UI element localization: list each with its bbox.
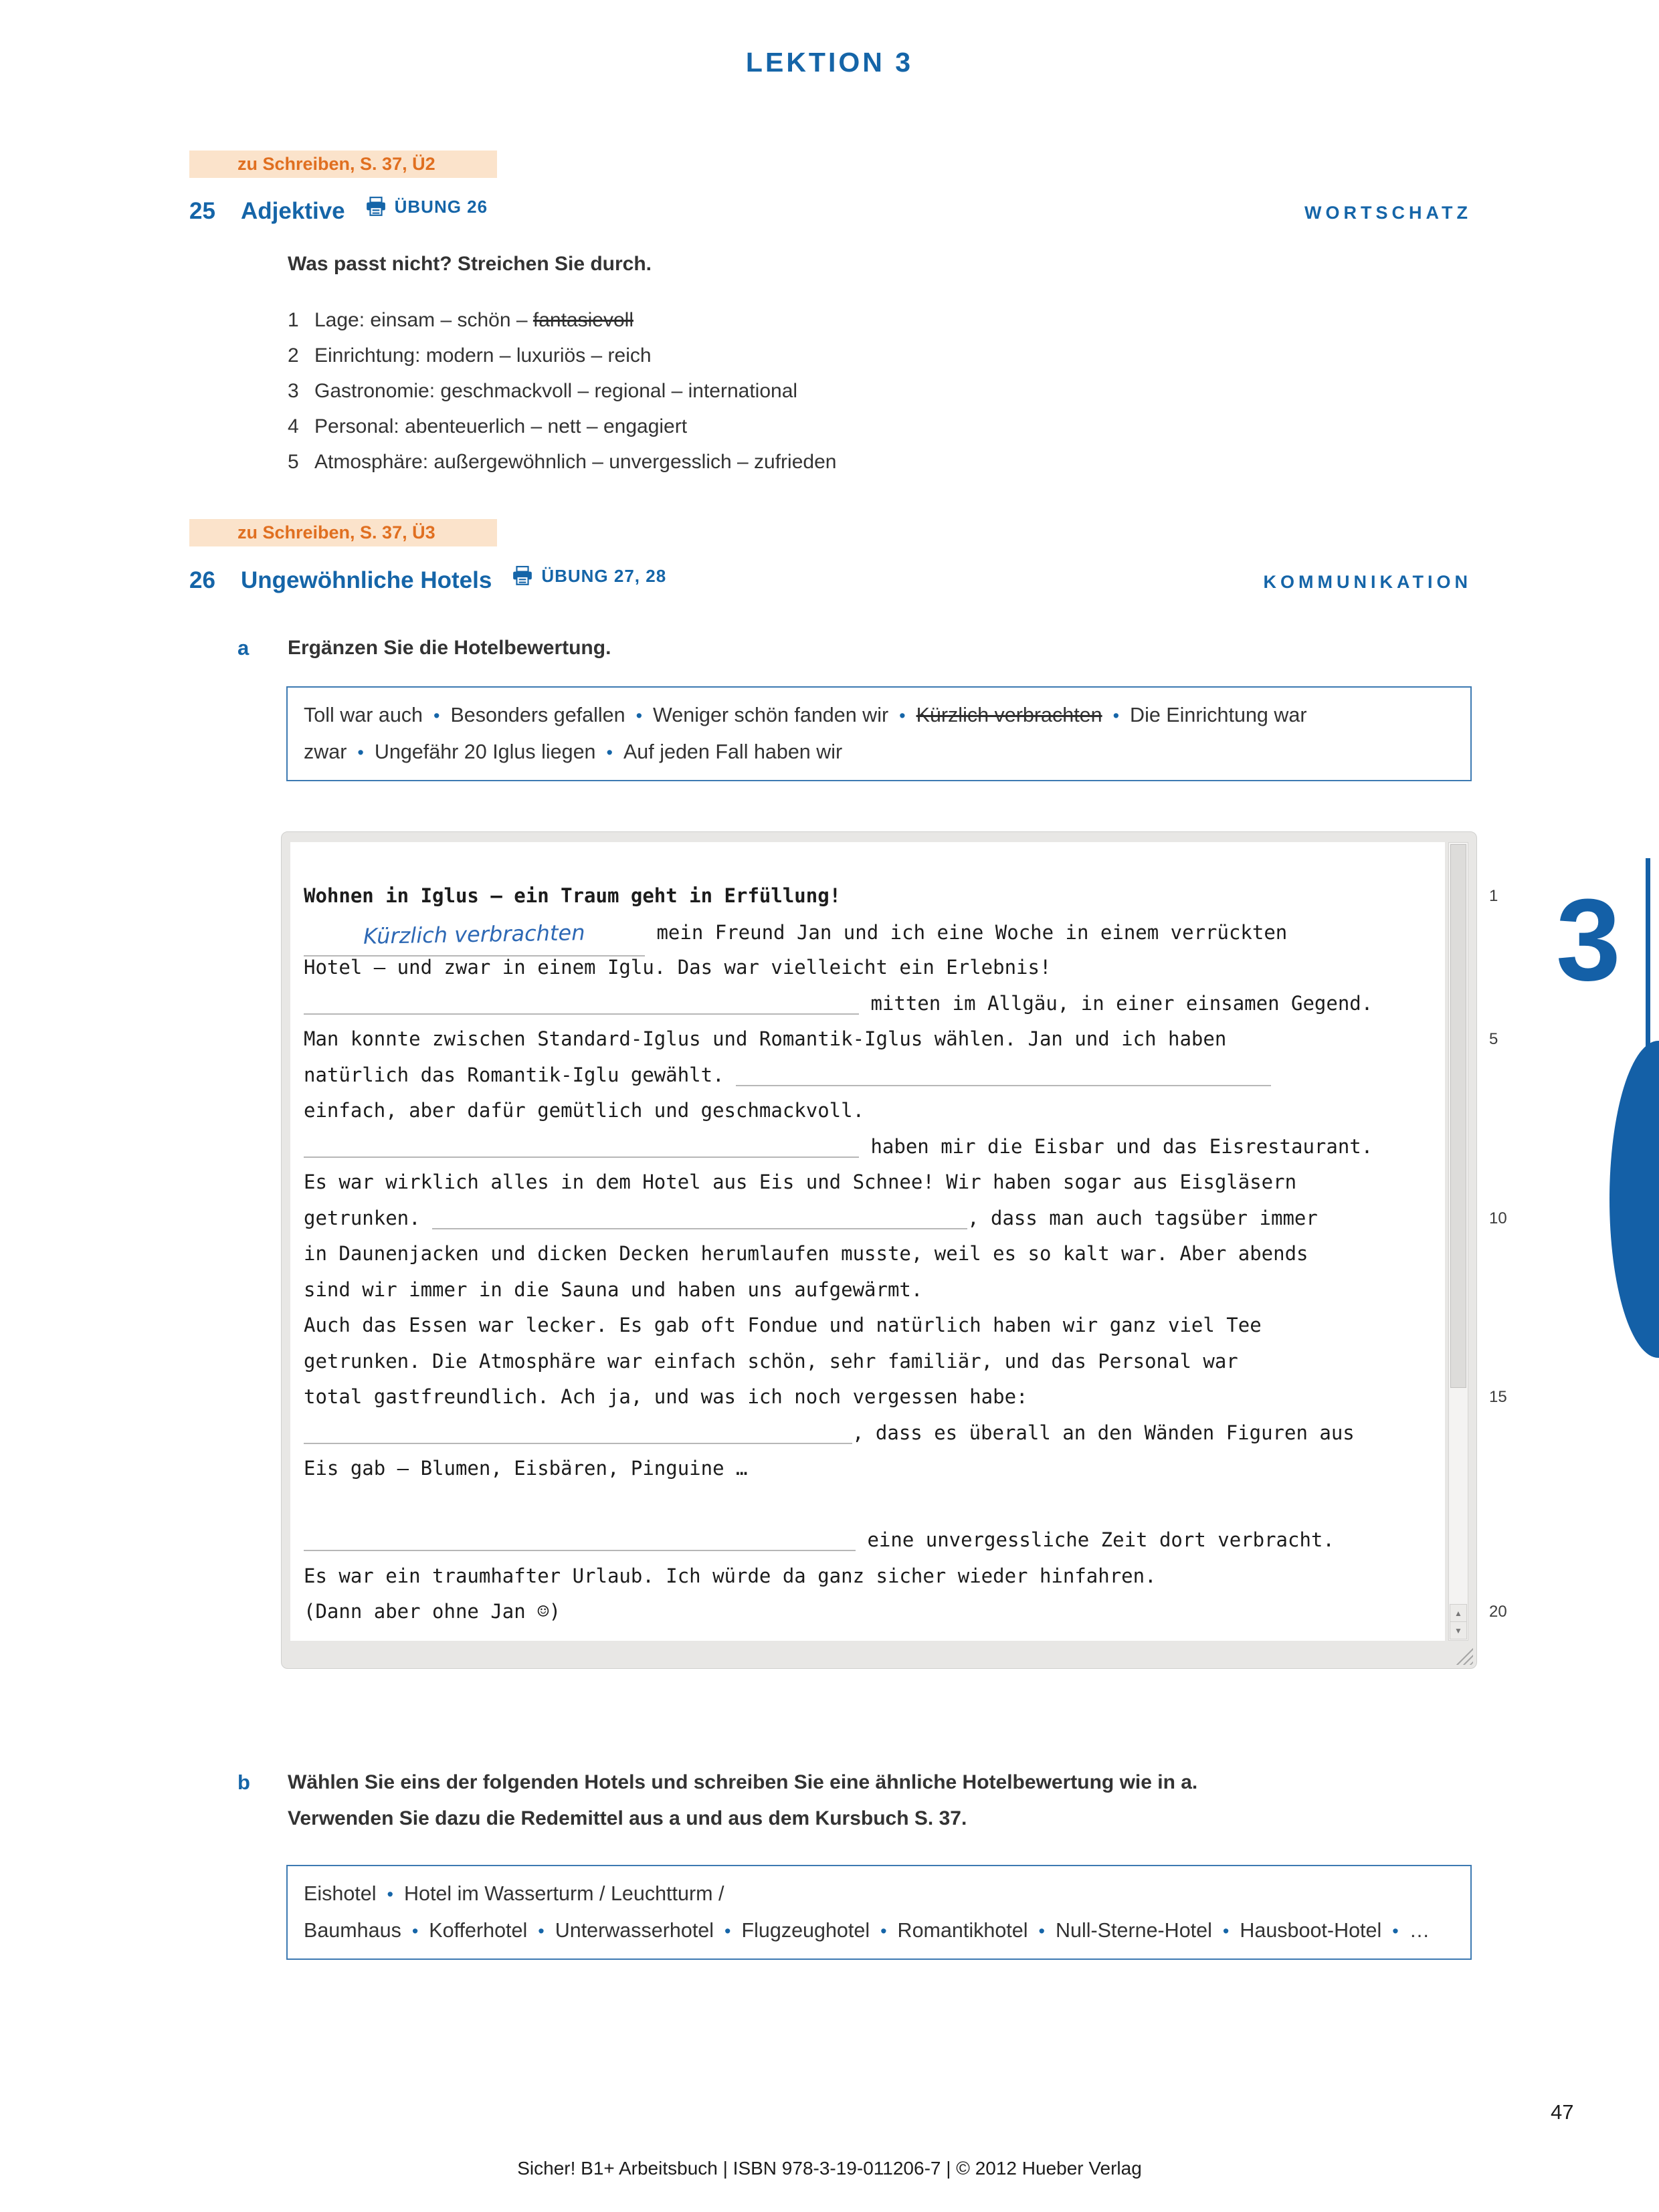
review-text: Es war wirklich alles in dem Hotel aus Eis und Schnee! Wir haben sogar aus Eisgläsern [304, 1171, 1297, 1193]
line-number [1489, 1558, 1529, 1594]
line-number [1489, 1092, 1529, 1128]
bullet-separator: • [1112, 706, 1120, 726]
fill-in-blank[interactable] [304, 1157, 859, 1158]
bullet-separator: • [724, 1921, 731, 1941]
line-number [1489, 1486, 1529, 1522]
hotels-box [286, 1865, 1472, 1960]
handwritten-answer: Kürzlich verbrachten [363, 919, 586, 949]
review-text: (Dann aber ohne Jan ☺) [304, 1600, 561, 1623]
item-number: 2 [288, 344, 299, 367]
review-text: Es war ein traumhafter Urlaub. Ich würde da ganz sicher wieder hinfahren. [304, 1564, 1157, 1587]
exercise-26-number: 26 [189, 567, 215, 593]
printer-icon [365, 197, 387, 217]
uebung-reference-26 [512, 566, 666, 587]
phrase: Flugzeughotel [741, 1919, 870, 1942]
bullet-separator: • [357, 742, 364, 763]
line-number: 20 [1489, 1603, 1507, 1621]
exercise-25-title: Adjektive [241, 198, 345, 224]
editor-scrollbar[interactable] [1448, 842, 1468, 1641]
phrase: Null-Sterne-Hotel [1055, 1919, 1212, 1942]
exercise-26-header [189, 567, 1472, 594]
phrase: Toll war auch [304, 704, 423, 726]
text-line [304, 1415, 1433, 1451]
struck-word: fantasievoll [532, 309, 633, 331]
bullet-separator: • [433, 706, 440, 726]
phrase: Auf jeden Fall haben wir [623, 740, 843, 763]
list-item [288, 302, 836, 338]
item-number: 5 [288, 451, 299, 473]
part-a-instruction: Ergänzen Sie die Hotelbewertung. [288, 637, 611, 659]
footer-imprint: Sicher! B1+ Arbeitsbuch | ISBN 978-3-19-011206-7 | © 2012 Hueber Verlag [517, 2158, 1142, 2179]
phrase: Kofferhotel [429, 1919, 528, 1942]
list-item [288, 373, 836, 409]
bullet-separator: • [636, 706, 643, 726]
printer-icon [512, 566, 533, 586]
page-number: 47 [1551, 2100, 1574, 2124]
fill-in-blank[interactable] [304, 1550, 856, 1551]
phrase: Romantikhotel [897, 1919, 1028, 1942]
list-item [288, 409, 836, 444]
exercise-26-title: Ungewöhnliche Hotels [241, 567, 492, 593]
item-text: Lage: einsam – schön – fantasievoll [314, 309, 633, 331]
bullet-separator: • [606, 742, 613, 763]
text-line [304, 1021, 1433, 1058]
review-text: mitten im Allgäu, in einer einsamen Gegend. [859, 991, 1373, 1015]
list-item [288, 444, 836, 480]
text-line [304, 1379, 1433, 1415]
part-a-row [237, 630, 611, 666]
text-line [304, 1451, 1433, 1487]
chapter-tab-bar [1646, 858, 1650, 1047]
line-number [1489, 1343, 1529, 1379]
review-text: haben mir die Eisbar und das Eisrestaurant. [859, 1134, 1373, 1158]
review-text: getrunken. Die Atmosphäre war einfach schön, sehr familiär, und das Personal war [304, 1349, 1238, 1373]
phrase: Besonders gefallen [450, 704, 625, 726]
chapter-number: 3 [1556, 874, 1621, 1005]
category-label-wortschatz: WORTSCHATZ [1304, 203, 1472, 223]
review-text: , dass es überall an den Wänden Figuren aus [852, 1421, 1355, 1444]
phrase: … [1409, 1919, 1430, 1942]
review-text: in Daunenjacken und dicken Decken herumlaufen musste, weil es so kalt war. Aber abends [304, 1242, 1308, 1265]
line-number [1489, 1272, 1529, 1308]
exercise-25-number: 25 [189, 198, 215, 224]
text-line [304, 1559, 1433, 1595]
text-line [304, 1165, 1433, 1201]
uebung-label-25: ÜBUNG 26 [394, 196, 488, 217]
item-number: 1 [288, 309, 299, 331]
text-line [304, 986, 1433, 1022]
phrase: Hotel im Wasserturm / Leuchtturm / Baumhaus [304, 1882, 724, 1942]
list-item [288, 338, 836, 373]
bullet-separator: • [538, 1921, 545, 1941]
category-label-kommunikation: KOMMUNIKATION [1263, 572, 1472, 592]
redemittel-box [286, 686, 1472, 781]
line-number [1489, 1057, 1529, 1093]
text-line [304, 878, 1433, 914]
review-text: mein Freund Jan und ich eine Woche in einem verrückten [645, 920, 1288, 944]
review-text: Hotel – und zwar in einem Iglu. Das war vielleicht ein Erlebnis! [304, 956, 1052, 979]
bullet-separator: • [411, 1921, 419, 1941]
phrase: Hausboot-Hotel [1240, 1919, 1382, 1942]
review-text: Auch das Essen war lecker. Es gab oft Fondue und natürlich haben wir ganz viel Tee [304, 1314, 1262, 1336]
review-text: , dass man auch tagsüber immer [967, 1206, 1318, 1229]
review-text: einfach, aber dafür gemütlich und geschmackvoll. [304, 1099, 865, 1122]
review-editor [281, 831, 1477, 1669]
exercise-25-instruction: Was passt nicht? Streichen Sie durch. [288, 253, 652, 275]
phrase: Kürzlich verbrachten [916, 704, 1102, 726]
scroll-down-icon[interactable]: ▼ [1450, 1621, 1467, 1639]
text-line [304, 914, 1433, 950]
reference-tag-schreiben-ue2: zu Schreiben, S. 37, Ü2 [189, 150, 497, 178]
line-number [1489, 1522, 1529, 1558]
text-line [304, 1344, 1433, 1380]
review-text: sind wir immer in die Sauna und haben uns aufgewärmt. [304, 1278, 923, 1301]
item-number: 4 [288, 415, 299, 437]
review-text: Man konnte zwischen Standard-Iglus und Romantik-Iglus wählen. Jan und ich haben [304, 1027, 1227, 1050]
phrase: Unterwasserhotel [555, 1919, 714, 1942]
line-number [1489, 1164, 1529, 1200]
fill-in-blank[interactable] [304, 1013, 859, 1015]
adjective-list [288, 302, 836, 480]
review-title: Wohnen in Iglus – ein Traum geht in Erfüllung! [304, 884, 842, 907]
lesson-header: LEKTION 3 [745, 47, 914, 78]
part-a-label: a [237, 636, 250, 660]
line-number [1489, 1128, 1529, 1165]
phrase: Die Einrichtung war zwar [304, 704, 1307, 763]
text-line [304, 1201, 1433, 1237]
fill-in-blank[interactable] [432, 1228, 967, 1229]
bullet-separator: • [1392, 1921, 1399, 1941]
bullet-separator: • [1222, 1921, 1230, 1941]
text-line [304, 1272, 1433, 1308]
exercise-25-header [189, 198, 1472, 225]
item-number: 3 [288, 380, 299, 402]
review-text: eine unvergessliche Zeit dort verbracht. [856, 1528, 1335, 1551]
phrase: Eishotel [304, 1882, 377, 1905]
review-text: Eis gab – Blumen, Eisbären, Pinguine … [304, 1457, 748, 1480]
line-number: 10 [1489, 1209, 1507, 1227]
item-text: Personal: abenteuerlich – nett – engagiert [314, 415, 688, 437]
part-b-row [237, 1765, 1197, 1837]
part-b-instruction [288, 1765, 1197, 1837]
bullet-separator: • [899, 706, 906, 726]
line-number: 5 [1489, 1030, 1498, 1048]
uebung-label-26: ÜBUNG 27, 28 [541, 565, 667, 586]
bullet-separator: • [1038, 1921, 1045, 1941]
line-number [1489, 1450, 1529, 1486]
line-number [1489, 985, 1529, 1021]
line-number: 15 [1489, 1388, 1507, 1406]
text-line [304, 1487, 1433, 1523]
text-line [304, 1058, 1433, 1094]
review-text: total gastfreundlich. Ach ja, und was ich noch vergessen habe: [304, 1385, 1028, 1408]
text-line [304, 1594, 1433, 1630]
review-text: getrunken. [304, 1206, 433, 1229]
review-textarea[interactable] [290, 842, 1445, 1641]
instruction-line: Wählen Sie eins der folgenden Hotels und schreiben Sie eine ähnliche Hotelbewertung wie in a. [288, 1771, 1198, 1793]
fill-in-blank[interactable] [736, 1085, 1271, 1086]
line-number [1489, 914, 1529, 950]
text-line [304, 1129, 1433, 1165]
line-number: 1 [1489, 887, 1498, 905]
item-text: Atmosphäre: außergewöhnlich – unvergesslich – zufrieden [314, 451, 837, 473]
line-number-gutter [1489, 878, 1529, 1629]
item-text: Einrichtung: modern – luxuriös – reich [314, 344, 652, 367]
line-number [1489, 1415, 1529, 1451]
review-text: natürlich das Romantik-Iglu gewählt. [304, 1063, 737, 1086]
text-line [304, 1093, 1433, 1129]
scrollbar-thumb[interactable] [1450, 844, 1466, 1388]
fill-in-blank[interactable] [304, 1443, 852, 1444]
reference-tag-schreiben-ue3: zu Schreiben, S. 37, Ü3 [189, 519, 497, 546]
resize-grip-icon[interactable] [1456, 1647, 1473, 1665]
uebung-reference-25 [365, 197, 488, 217]
text-line [304, 1522, 1433, 1559]
part-b-label: b [237, 1771, 250, 1794]
chapter-tab-blob [1609, 1041, 1659, 1358]
text-line [304, 1308, 1433, 1344]
phrase: Ungefähr 20 Iglus liegen [374, 740, 596, 763]
line-number [1489, 949, 1529, 985]
item-text: Gastronomie: geschmackvoll – regional – international [314, 380, 798, 402]
bullet-separator: • [880, 1921, 887, 1941]
fill-in-blank[interactable] [304, 919, 645, 957]
instruction-line: Verwenden Sie dazu die Redemittel aus a und aus dem Kursbuch S. 37. [288, 1807, 967, 1829]
scroll-up-icon[interactable]: ▲ [1450, 1604, 1467, 1622]
phrase: Weniger schön fanden wir [653, 704, 889, 726]
text-line [304, 1236, 1433, 1272]
line-number [1489, 1307, 1529, 1343]
line-number [1489, 1235, 1529, 1272]
bullet-separator: • [387, 1884, 393, 1904]
